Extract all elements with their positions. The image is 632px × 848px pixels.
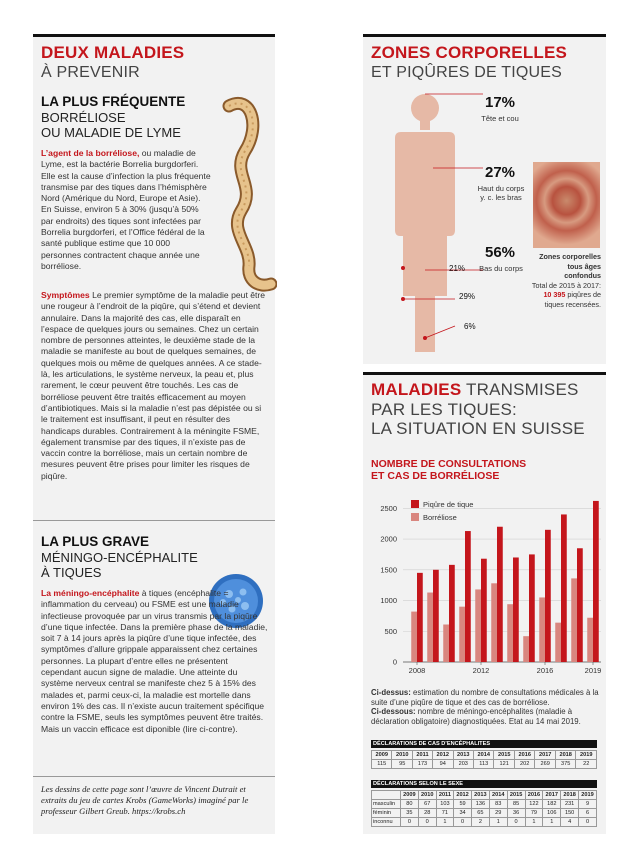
rash-photo (533, 162, 600, 248)
table1-year: 2017 (535, 751, 555, 760)
table2-year: 2013 (471, 791, 489, 800)
left-panel (33, 34, 275, 834)
left-subtitle: À PREVENIR (41, 64, 140, 81)
section1-text-2: Le premier symptôme de la maladie peut être une rougeur à l’endroit de la piqûre, qui s’étend et devient annulaire. Dans la majorité des cas, elle disparaît en l’espace de quelques jours ou semaines. Chez un certain nombre de personnes atteintes, le deuxième stade de la maladie se manifeste au bout de quelques semaines, de quelques mois ou même de quelques années. A ce stade-là, les articulations, le système nerveux, la peau et, plus rarement, le cœur peuvent être touchés. Les cas de borréliose peuvent être traités efficacement au moyen d’antibiotiques. Mais si la maladie n’est pas dépistée ou si le traitement est insuffisant, il peut en résulter des handicaps durables. Contrairement à la méningite FSME, également transmise par des tiques, il n’existe pas de vaccin contre la borréliose, mais un certain nombre de mesures peuvent être prises pour limiter les risques de piqûre. (41, 290, 266, 481)
table2-row (372, 809, 597, 818)
table1-year: 2019 (576, 751, 597, 760)
bar-borreliose (507, 604, 513, 662)
table1-year: 2018 (555, 751, 575, 760)
top-rule (33, 34, 275, 37)
bar-piqure (577, 548, 583, 662)
table1-value: 173 (412, 760, 432, 769)
top-rule (363, 34, 606, 37)
table2-cell: 122 (525, 800, 543, 809)
section1-text-1: ou maladie de Lyme, est la bactérie Borrelia burgdorferi. Elle est la cause d’infection la plus fréquente transmise par des tiques dans l’hémisphère Nord (Amérique du Nord, Europe et Asie). En Suisse, environ 5 à 30% (jusqu’à 50% par endroits) des tiques sont infectées par Borrelia burgdorferi, et l’Office fédéral de la santé publique estime que 10 000 personnes contractent chaque année une borréliose. (41, 148, 211, 271)
table2-corner (372, 791, 401, 800)
table1-year: 2013 (453, 751, 473, 760)
table1-values-row (372, 760, 597, 769)
table1-years-row (372, 751, 597, 760)
photo-caption-2: piqûres de tiques recensées. (544, 290, 601, 309)
body-silhouette (393, 90, 483, 360)
bar-piqure (513, 557, 519, 662)
table2-cell: 4 (561, 818, 579, 827)
credit-divider (33, 776, 275, 777)
table2-cell: 80 (400, 800, 418, 809)
table2-cell: 79 (525, 809, 543, 818)
table2-cell: 35 (400, 809, 418, 818)
table1-year: 2010 (392, 751, 412, 760)
table2-cell: 136 (471, 800, 489, 809)
photo-caption-bold: Zones corporelles tous âges confondus (539, 252, 601, 280)
caption-text-2: nombre de méningo-encéphalites (maladie à déclaration obligatoire) diagnostiquées. Etat au 14 mai 2019. (371, 707, 581, 726)
maladies-title (371, 380, 579, 399)
section2-sub2: À TIQUES (41, 565, 102, 580)
chart-title-2: ET CAS DE BORRÉLIOSE (371, 470, 500, 482)
borrelia-drawing (211, 96, 277, 296)
x-tick-label: 2016 (536, 666, 554, 675)
y-tick-label: 1500 (380, 565, 397, 575)
table2-cell: 150 (561, 809, 579, 818)
upper-body-percent: 27% (485, 164, 516, 181)
section1-lead: L’agent de la borréliose, (41, 148, 140, 158)
table2-cell: 83 (489, 800, 507, 809)
bar-borreliose (491, 583, 497, 662)
section-divider (33, 520, 275, 521)
top-rule (363, 372, 606, 375)
consultations-chart (363, 490, 606, 680)
x-tick-label: 2019 (584, 666, 602, 675)
legend-label: Piqûre de tique (423, 500, 474, 509)
table2-year: 2014 (489, 791, 507, 800)
maladies-title-3: LA SITUATION EN SUISSE (371, 419, 585, 438)
bar-borreliose (539, 597, 545, 662)
cases-table (371, 750, 597, 769)
table2-row-label: féminin (372, 809, 401, 818)
table2-cell: 106 (543, 809, 561, 818)
table1-value: 115 (372, 760, 392, 769)
photo-caption-1: Total de 2015 à 2017: (531, 280, 601, 290)
table2-cell: 1 (543, 818, 561, 827)
maladies-panel (363, 372, 606, 834)
table2-row-label: masculin (372, 800, 401, 809)
table2-year: 2009 (400, 791, 418, 800)
table2-row-label: inconnu (372, 818, 401, 827)
table1-year: 2014 (474, 751, 494, 760)
legend-swatch (411, 500, 419, 508)
upper-body-label-2: y. c. les bras (480, 193, 522, 202)
table2-cell: 29 (489, 809, 507, 818)
section2-paragraph (41, 588, 269, 735)
section1-paragraph-b (41, 290, 269, 482)
photo-caption-number: 10 395 (543, 290, 566, 299)
table2-cell: 65 (471, 809, 489, 818)
table2-year: 2012 (454, 791, 472, 800)
illustration-credit: Les dessins de cette page sont l’œuvre de Vincent Dutrait et extraits du jeu de cartes Krobs (GameWorks) imaginé par le professeur Gilbert Greub. https://krobs.ch (41, 784, 249, 816)
y-tick-label: 1000 (380, 596, 397, 606)
table1-value: 113 (474, 760, 494, 769)
table2-cell: 1 (525, 818, 543, 827)
bar-borreliose (555, 623, 561, 662)
table1-value: 121 (494, 760, 514, 769)
zones-subtitle: ET PIQÛRES DE TIQUES (371, 64, 563, 81)
symptoms-label: Symptômes (41, 290, 90, 300)
percent-21: 21% (449, 264, 466, 273)
section1-paragraph-a (41, 148, 211, 272)
bar-piqure (497, 527, 503, 662)
table2-row (372, 800, 597, 809)
left-title: DEUX MALADIES (41, 43, 185, 62)
head-label: Tête et cou (481, 114, 519, 123)
head-percent: 17% (485, 94, 516, 111)
zones-title: ZONES CORPORELLES (371, 43, 568, 62)
maladies-title-2: PAR LES TIQUES: (371, 400, 517, 419)
bar-borreliose (459, 607, 465, 662)
section2-heading: LA PLUS GRAVE (41, 534, 150, 549)
table2-cell: 2 (471, 818, 489, 827)
bar-piqure (465, 531, 471, 662)
bar-borreliose (523, 636, 529, 662)
table2-cell: 0 (400, 818, 418, 827)
y-tick-label: 2000 (380, 534, 397, 544)
section1-sub1: BORRÉLIOSE (41, 110, 126, 125)
legend-label: Borréliose (423, 513, 457, 522)
maladies-title-rest: TRANSMISES (466, 380, 579, 399)
table2-cell: 9 (579, 800, 597, 809)
caption-label-1: Ci-dessus: (371, 688, 411, 697)
table1-year: 2012 (433, 751, 453, 760)
bar-piqure (593, 501, 599, 662)
y-tick-label: 2500 (380, 503, 397, 513)
section2-lead: La méningo-encéphalite (41, 588, 140, 598)
bar-piqure (417, 573, 423, 662)
percent-6: 6% (464, 322, 476, 331)
table2-cell: 71 (436, 809, 453, 818)
table2-cell: 182 (543, 800, 561, 809)
table2-cell: 103 (436, 800, 453, 809)
bar-borreliose (427, 593, 433, 662)
bar-piqure (433, 570, 439, 662)
table1-year: 2015 (494, 751, 514, 760)
upper-body-label-1: Haut du corps (477, 184, 525, 193)
table2-cell: 0 (579, 818, 597, 827)
table1-year: 2009 (372, 751, 392, 760)
table1-value: 375 (555, 760, 575, 769)
table1-value: 95 (392, 760, 412, 769)
table1-value: 203 (453, 760, 473, 769)
chart-title (371, 458, 526, 482)
table2-year: 2010 (418, 791, 436, 800)
bar-piqure (529, 554, 535, 662)
table1-title: DÉCLARATIONS DE CAS D’ENCÉPHALITES (371, 740, 597, 748)
lower-body-percent: 56% (485, 244, 516, 261)
table2-cell: 6 (579, 809, 597, 818)
table1-value: 22 (576, 760, 597, 769)
table2-cell: 34 (454, 809, 472, 818)
bar-piqure (449, 565, 455, 662)
maladies-title-red: MALADIES (371, 380, 462, 399)
chart-caption (371, 688, 599, 726)
table1-value: 94 (433, 760, 453, 769)
section1-sub2: OU MALADIE DE LYME (41, 125, 181, 140)
table1-value: 269 (535, 760, 555, 769)
bar-borreliose (411, 612, 417, 662)
table1-year: 2016 (514, 751, 534, 760)
lower-body-label: Bas du corps (479, 264, 523, 273)
legend-swatch (411, 513, 419, 521)
photo-caption (529, 252, 601, 309)
table2-row (372, 818, 597, 827)
y-tick-label: 500 (384, 626, 397, 636)
table2-cell: 231 (561, 800, 579, 809)
bar-borreliose (587, 618, 593, 662)
y-tick-label: 0 (392, 657, 397, 667)
table2-year: 2015 (507, 791, 525, 800)
chart-title-1: NOMBRE DE CONSULTATIONS (371, 458, 527, 470)
table2-header-row (372, 791, 597, 800)
section2-text: à tiques (encéphalite = inflammation du cerveau) ou FSME est une maladie infectieuse provoquée par un virus transmis par la piqûre d’une tique infectée. Dans la première phase de la maladie, soit 7 à 14 jours après la piqûre d’une tique infectée, des symptômes d’allure grippale apparaissent chez certaines personnes. La plupart d’entre elles ne présentent cependant aucun signe de maladie. Une atteinte du système nerveux central se manifeste chez 5 à 15% des malades et, parmi ceux-ci, la maladie est mortelle dans environ 1% des cas. Il n’existe aucun traitement spécifique contre la FSME, seuls les symptômes peuvent être traités. Mais un vaccin efficace est diponible (lire ci-contre). (41, 588, 268, 734)
table2-cell: 0 (507, 818, 525, 827)
bar-piqure (545, 530, 551, 662)
section2-sub1: MÉNINGO-ENCÉPHALITE (41, 550, 198, 565)
table2-cell: 0 (418, 818, 436, 827)
x-tick-label: 2008 (408, 666, 426, 675)
table2-cell: 59 (454, 800, 472, 809)
x-tick-label: 2012 (472, 666, 490, 675)
caption-label-2: Ci-dessous: (371, 707, 416, 716)
table2-year: 2019 (579, 791, 597, 800)
bar-piqure (481, 559, 487, 662)
table2-year: 2017 (543, 791, 561, 800)
table2-year: 2011 (436, 791, 453, 800)
caption-text-1: estimation du nombre de consultations médicales à la suite d’une piqûre de tique et des cas de borréliose. (371, 688, 599, 707)
table2-cell: 36 (507, 809, 525, 818)
table2-year: 2016 (525, 791, 543, 800)
bar-borreliose (443, 624, 449, 662)
bar-borreliose (571, 578, 577, 662)
bar-borreliose (475, 589, 481, 662)
table2-cell: 1 (489, 818, 507, 827)
zones-panel (363, 34, 606, 364)
section1-heading: LA PLUS FRÉQUENTE (41, 94, 186, 109)
percent-29: 29% (459, 292, 476, 301)
table1-value: 202 (514, 760, 534, 769)
sex-table (371, 790, 597, 827)
table2-cell: 28 (418, 809, 436, 818)
table2-cell: 67 (418, 800, 436, 809)
table2-title: DÉCLARATIONS SELON LE SEXE (371, 780, 597, 788)
table2-cell: 85 (507, 800, 525, 809)
bar-piqure (561, 514, 567, 662)
table1-year: 2011 (412, 751, 432, 760)
table2-year: 2018 (561, 791, 579, 800)
table2-cell: 1 (436, 818, 453, 827)
table2-cell: 0 (454, 818, 472, 827)
